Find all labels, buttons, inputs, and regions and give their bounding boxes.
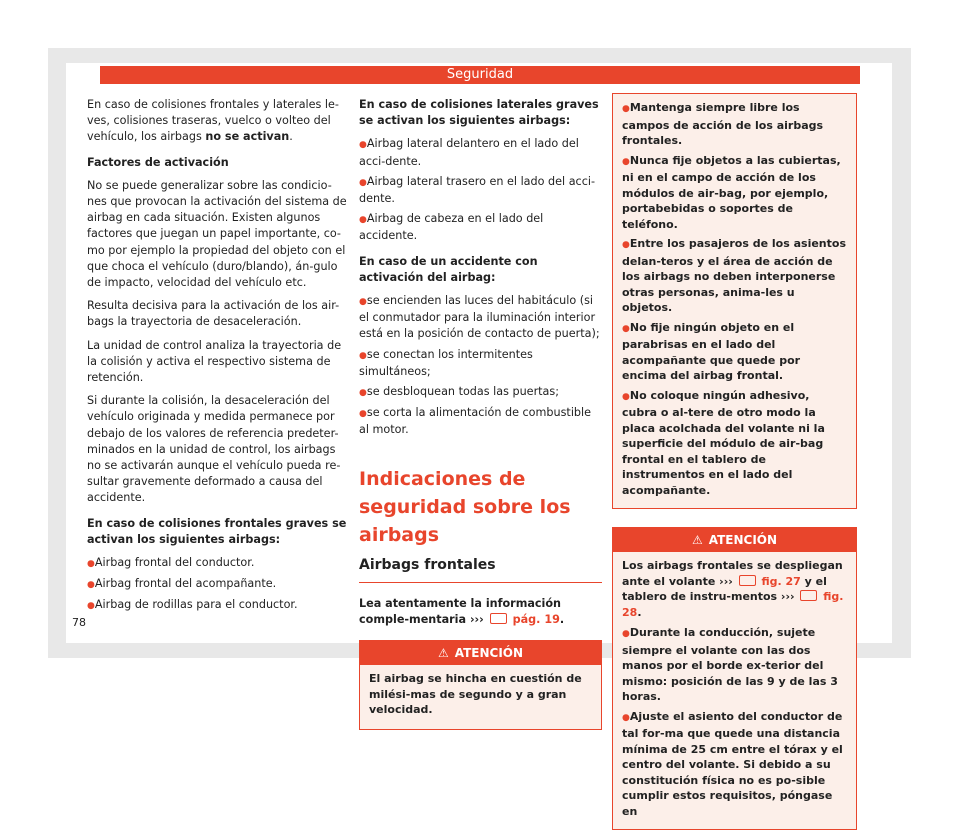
subheading-activation-factors: Factores de activación bbox=[87, 155, 229, 169]
warning-body bbox=[613, 552, 856, 829]
list-item: ● Airbag frontal del acompañante. bbox=[87, 576, 349, 593]
list-item: ● Nunca fije objetos a las cubiertas, ni en el campo de acción de los módulos de air-bag, por ejemplo, portabebidas o soportes de teléfono. bbox=[622, 153, 847, 233]
warning-paragraph: Los airbags frontales se despliegan ante el volante ››› fig. 27 y el tablero de instru-mentos ››› fig. 28. bbox=[622, 559, 844, 619]
warning-header: ⚠ ATENCIÓN bbox=[360, 641, 601, 665]
section-title: Indicaciones de seguridad sobre los airbags bbox=[359, 467, 571, 546]
column-2 bbox=[359, 97, 602, 730]
list-item: ● Airbag lateral trasero en el lado del acci-dente. bbox=[359, 174, 602, 207]
list-item: ● Airbag de cabeza en el lado del accidente. bbox=[359, 211, 602, 244]
subheading-lateral-collisions: En caso de colisiones laterales graves se activan los siguientes airbags: bbox=[359, 98, 599, 128]
warning-triangle-icon: ⚠ bbox=[437, 646, 449, 661]
list-item: ● Durante la conducción, sujete siempre el volante con las dos manos por el borde ex-terior del mismo: posición de las 9 y de las 3 horas. bbox=[622, 625, 847, 705]
column-3 bbox=[612, 97, 857, 830]
intro-paragraph: En caso de colisiones frontales y laterales le-ves, colisiones traseras, vuelco o volteo del vehículo, los airbags no se activan. bbox=[87, 98, 339, 144]
warning-header: ⚠ ATENCIÓN bbox=[613, 528, 856, 552]
list-item: ● se encienden las luces del habitáculo (si el conmutador para la iluminación interior está en la posición de contacto de puerta); bbox=[359, 293, 602, 343]
section-subtitle: Airbags frontales bbox=[359, 555, 602, 583]
subheading-frontal-collisions: En caso de colisiones frontales graves se activan los siguientes airbags: bbox=[87, 516, 347, 546]
list-item: ● Mantenga siempre libre los campos de acción de los airbags frontales. bbox=[622, 100, 847, 149]
figure-reference-icon bbox=[800, 590, 817, 601]
warning-body bbox=[360, 665, 601, 729]
list-item: ● se desbloquean todas las puertas; bbox=[359, 384, 602, 401]
figure-link[interactable]: fig. 28 bbox=[622, 590, 844, 619]
figure-link[interactable]: fig. 27 bbox=[761, 574, 801, 588]
list-item: ● Airbag frontal del conductor. bbox=[87, 555, 349, 572]
paragraph: La unidad de control analiza la trayectoria de la colisión y activa el respectivo sistema de retención. bbox=[87, 338, 342, 385]
book-reference-icon bbox=[490, 613, 507, 624]
list-item: ● Entre los pasajeros de los asientos delan-teros y el área de acción de los airbags no deben interponerse otras personas, anima-les u objetos. bbox=[622, 236, 847, 316]
figure-reference-icon bbox=[739, 575, 756, 586]
list-item: ● Airbag lateral delantero en el lado del acci-dente. bbox=[359, 136, 602, 169]
page-number: 78 bbox=[72, 616, 86, 629]
paragraph: Si durante la colisión, la desaceleración del vehículo originada y medida permanece por debajo de los valores de referencia predeter-minados en la unidad de control, los airbags no se activarán aunque el vehículo pueda re-sultar gravemente deformado a causa del accidente. bbox=[87, 394, 341, 505]
paragraph: No se puede generalizar sobre las condicio-nes que provocan la activación del sistema de airbag en cada situación. Existen algunos factores que juegan un papel importante, co-mo por ejemplo la propiedad del objeto con el que choca el vehículo (duro/blando), án-gulo de impacto, velocidad del vehículo etc. bbox=[87, 178, 347, 290]
subheading-airbag-activation: En caso de un accidente con activación del airbag: bbox=[359, 254, 538, 284]
warning-triangle-icon: ⚠ bbox=[691, 533, 703, 547]
section-header: Seguridad bbox=[100, 66, 860, 84]
list-item: ● No coloque ningún adhesivo, cubra o al-tere de otro modo la placa acolchada del volante ni la superficie del módulo de air-bag frontal en el tablero de instrumentos en el lado del acompañante. bbox=[622, 388, 847, 499]
warning-box bbox=[359, 640, 602, 730]
list-item: ● Ajuste el asiento del conductor de tal for-ma que quede una distancia mínima de 25 cm entre el tórax y el centro del volante. Si debido a su constitución física no es po-sible cumplir estos requisitos, póngase en bbox=[622, 709, 847, 820]
warning-continuation-box bbox=[612, 93, 857, 509]
page-reference-link[interactable]: pág. 19 bbox=[512, 612, 560, 626]
paragraph: Resulta decisiva para la activación de los air-bags la trayectoria de desaceleración. bbox=[87, 299, 340, 329]
list-item: ● se conectan los intermitentes simultáneos; bbox=[359, 347, 602, 380]
warning-box bbox=[612, 527, 857, 830]
column-1 bbox=[87, 97, 349, 619]
list-item: ● se corta la alimentación de combustible al motor. bbox=[359, 405, 602, 438]
lead-paragraph: Lea atentamente la información comple-mentaria ››› pág. 19. bbox=[359, 596, 565, 626]
list-item: ● Airbag de rodillas para el conductor. bbox=[87, 597, 349, 614]
list-item: ● No fije ningún objeto en el parabrisas en el lado del acompañante que quede por encima del airbag frontal. bbox=[622, 320, 847, 384]
warning-text: El airbag se hincha en cuestión de milési-mas de segundo y a gran velocidad. bbox=[369, 672, 582, 717]
